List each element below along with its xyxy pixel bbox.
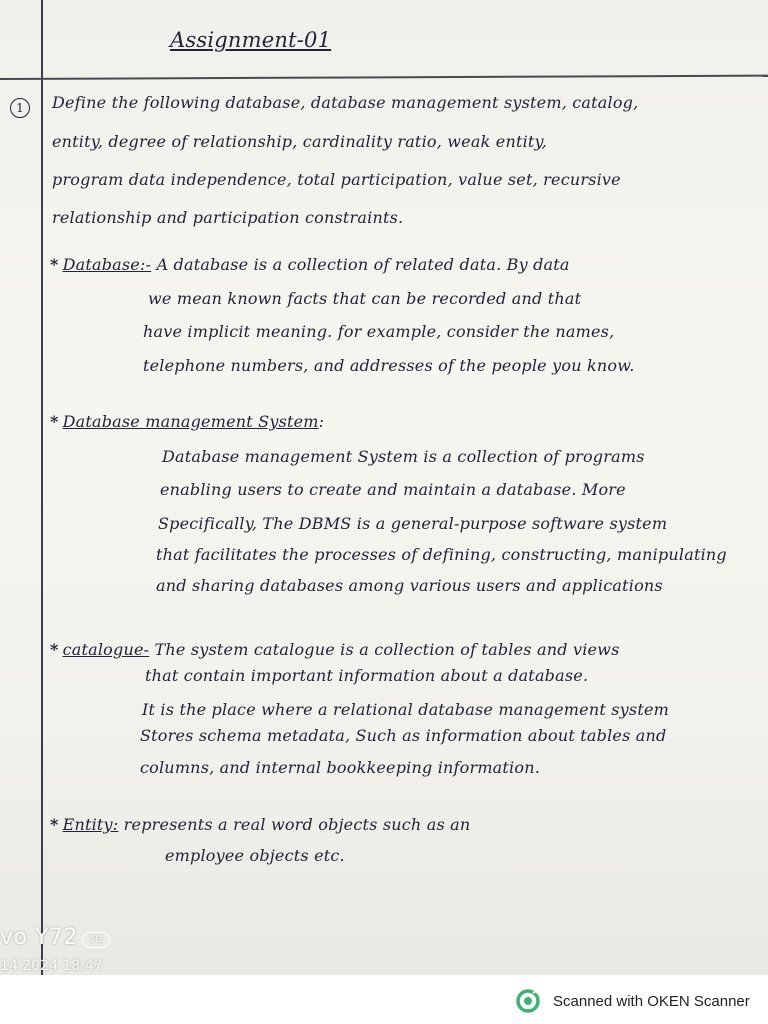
database-answer-line-3: have implicit meaning. for example, consider the names,: [143, 322, 615, 341]
bullet-star: *: [50, 640, 59, 659]
dbms-term-suffix: :: [318, 412, 325, 431]
oken-scanner-logo-icon: [516, 989, 540, 1013]
camera-watermark: [0, 925, 110, 950]
database-term: Database:-: [62, 255, 152, 274]
question-line-2: entity, degree of relationship, cardinality ratio, weak entity,: [52, 132, 547, 151]
catalogue-answer-line-2: that contain important information about a database.: [145, 666, 589, 685]
dbms-term: Database management System: [62, 412, 319, 431]
camera-brand: vo Y72: [0, 925, 78, 950]
question-line-4: relationship and participation constraints.: [52, 208, 404, 227]
network-badge: 5G: [82, 932, 110, 948]
question-number: 1: [10, 98, 30, 118]
bullet-star: *: [50, 412, 59, 431]
catalogue-answer-line-3: It is the place where a relational database management system: [142, 700, 670, 719]
database-text-1: A database is a collection of related data. By data: [156, 255, 570, 274]
entity-answer-line-1: [50, 815, 470, 834]
dbms-answer-line-1: Database management System is a collection of programs: [162, 447, 645, 466]
dbms-answer-line-5: and sharing databases among various users and applications: [156, 576, 663, 595]
question-line-3: program data independence, total participation, value set, recursive: [52, 170, 621, 189]
entity-text-1: represents a real word objects such as an: [123, 815, 471, 834]
entity-answer-line-2: employee objects etc.: [165, 846, 345, 865]
margin-line: [41, 0, 43, 975]
scanner-footer-text: Scanned with OKEN Scanner: [553, 992, 750, 1010]
scanner-footer: [516, 988, 750, 1014]
bullet-star: *: [50, 255, 59, 274]
catalogue-answer-line-5: columns, and internal bookkeeping information.: [140, 758, 540, 777]
question-line-1: Define the following database, database management system, catalog,: [52, 93, 639, 112]
dbms-answer-line-3: Specifically, The DBMS is a general-purpose software system: [158, 514, 668, 533]
bullet-star: *: [50, 815, 59, 834]
database-answer-line-2: we mean known facts that can be recorded and that: [148, 289, 582, 308]
catalogue-text-1: The system catalogue is a collection of tables and views: [154, 640, 620, 659]
dbms-heading: [50, 412, 324, 431]
dbms-answer-line-2: enabling users to create and maintain a database. More: [160, 480, 626, 499]
assignment-title: Assignment-01: [170, 28, 332, 52]
camera-timestamp: 14 2024 18:47: [0, 958, 103, 974]
catalogue-answer-line-4: Stores schema metadata, Such as information about tables and: [140, 726, 667, 745]
database-answer-line-4: telephone numbers, and addresses of the people you know.: [143, 356, 635, 375]
entity-term: Entity:: [62, 815, 119, 834]
header-rule: [0, 75, 768, 80]
catalogue-term: catalogue-: [62, 640, 150, 659]
catalogue-answer-line-1: [50, 640, 620, 659]
dbms-answer-line-4: that facilitates the processes of defining, constructing, manipulating: [156, 545, 727, 564]
database-answer-line-1: [50, 255, 570, 274]
